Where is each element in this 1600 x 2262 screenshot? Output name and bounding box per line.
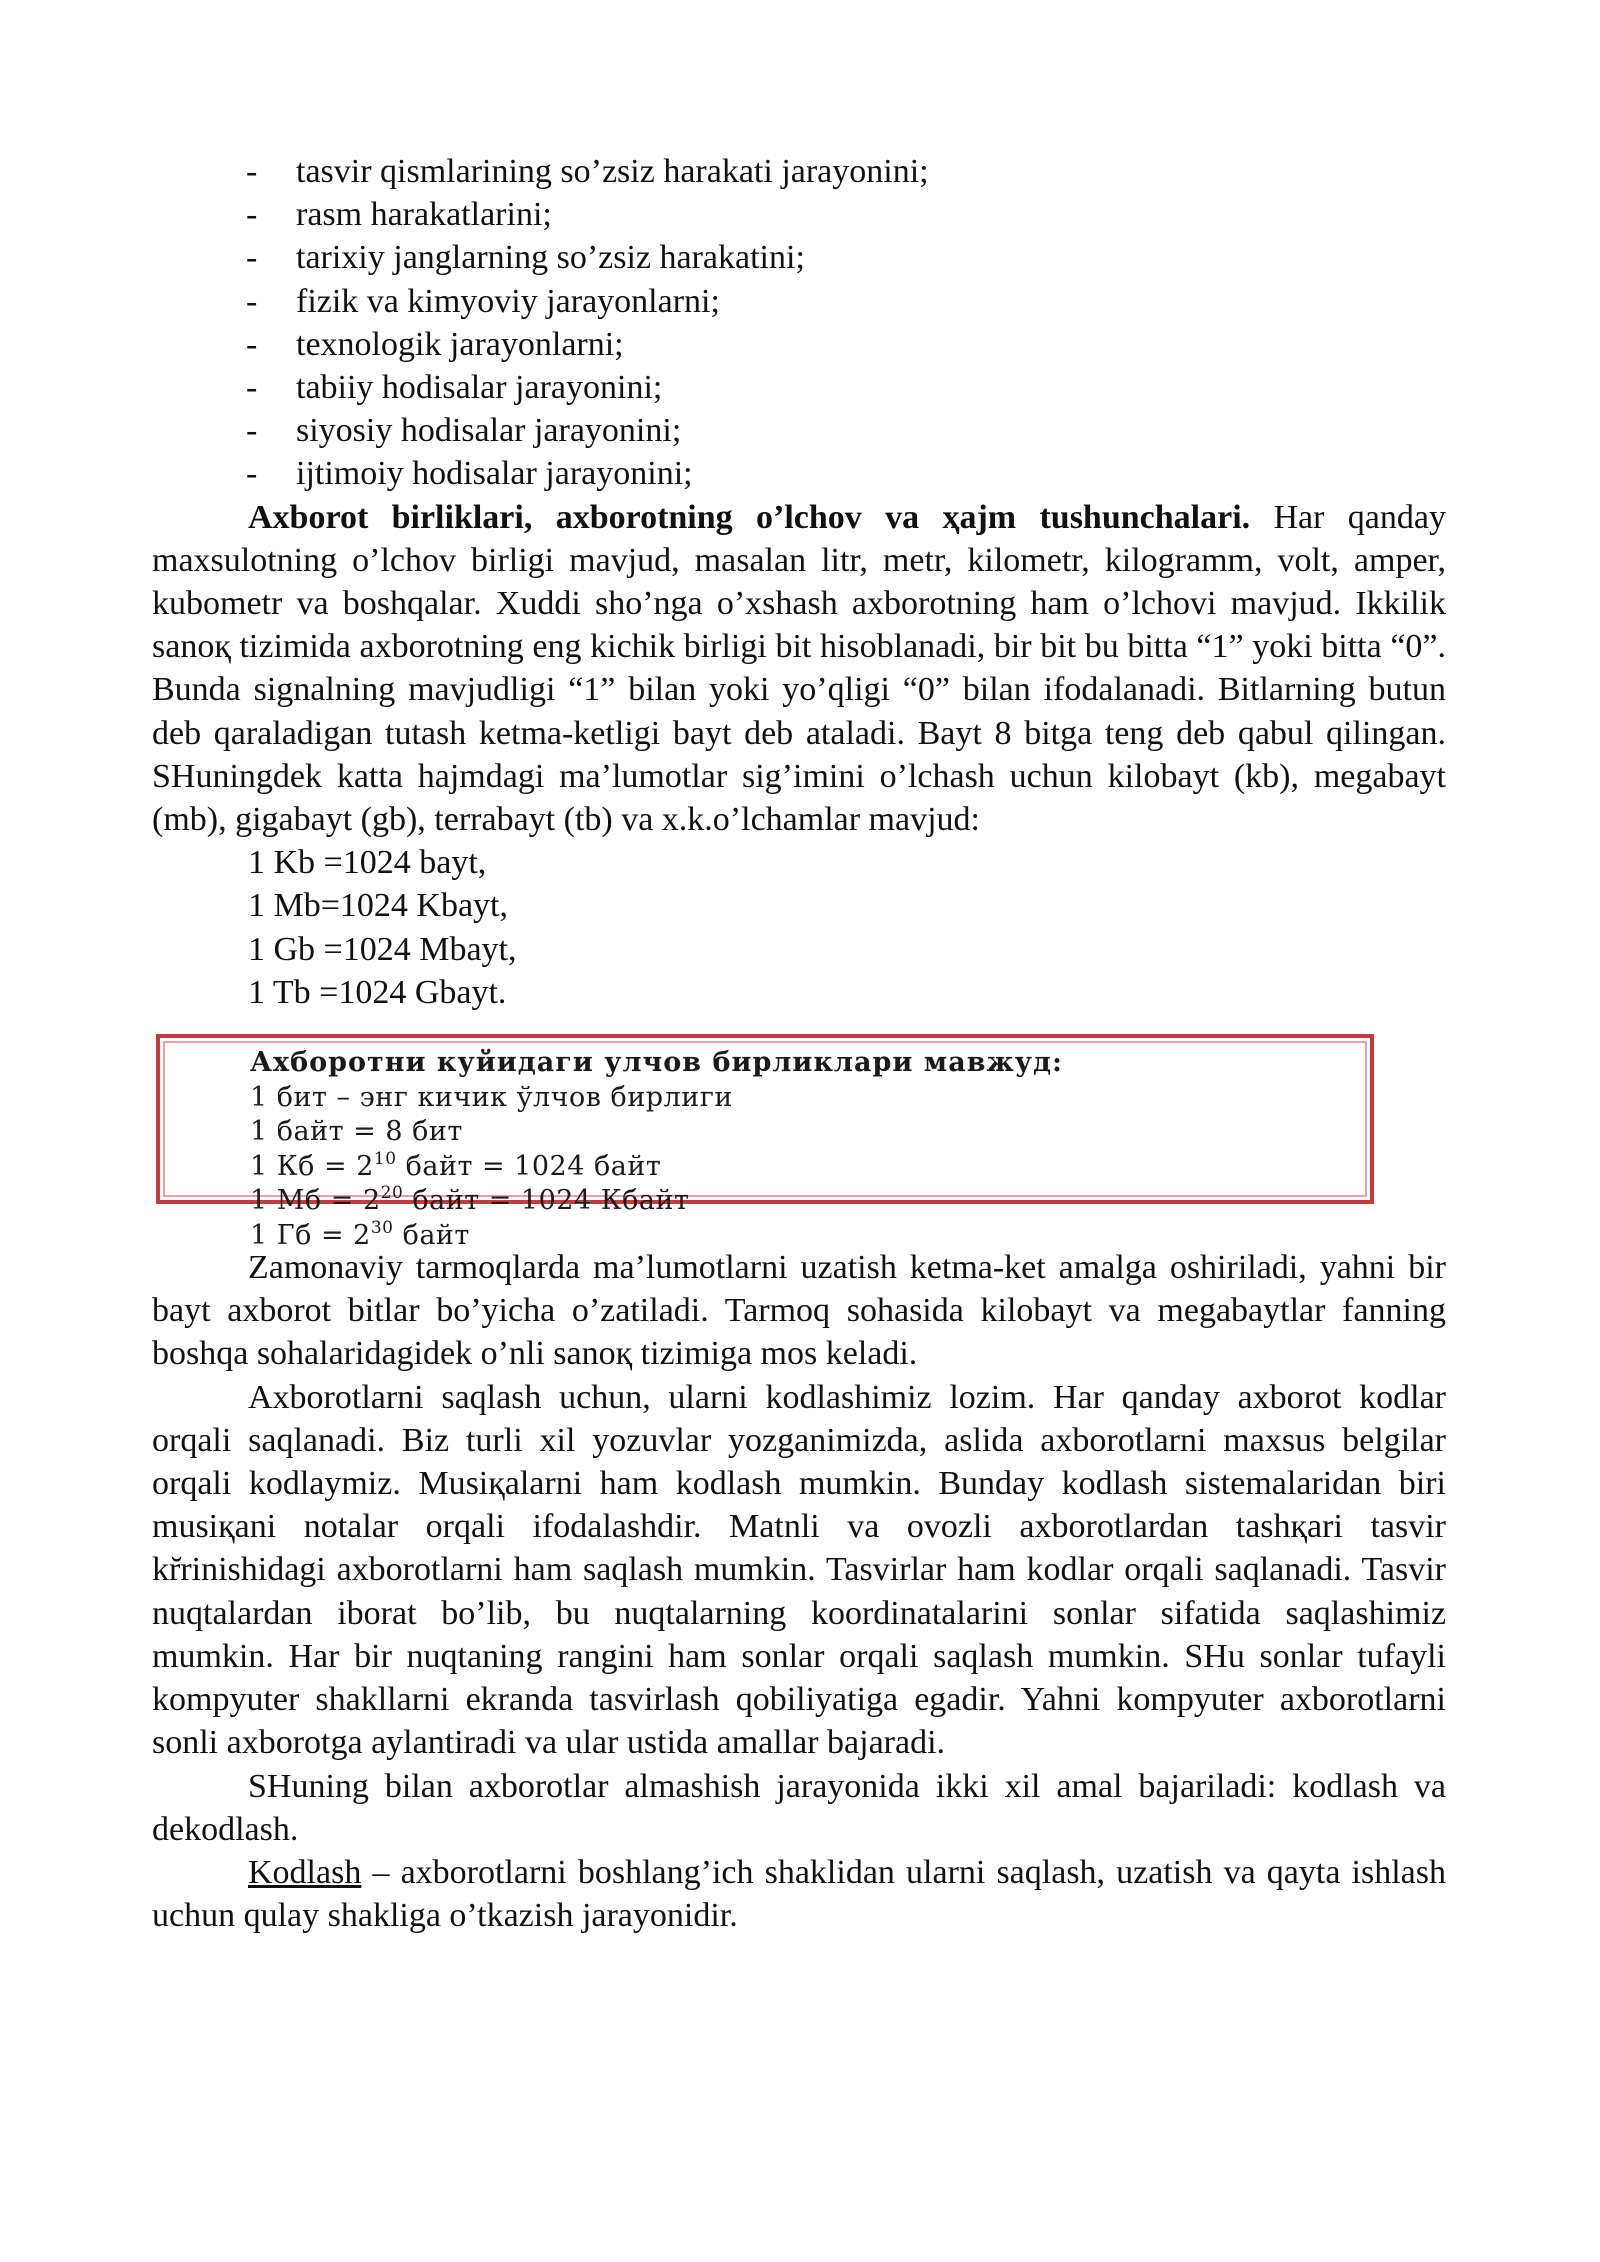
bullet-marker: - [246, 196, 258, 234]
list-item-text: tabiiy hodisalar jarayonini; [296, 369, 663, 407]
figure-line-end: байт [393, 1219, 470, 1251]
list-item [152, 409, 1446, 452]
paragraph-encoding: Axborotlarni saqlash uchun, ularni kodlashimiz lozim. Har qanday axborot kodlar orqali saqlanadi. Biz turli xil yozuvlar yozganimizda, aslida axborotlarni maxsus belgilar orqali kodlaymiz. Musiқalarni ham kodlash mumkin. Bunday kodlash sistemalaridan biri musiқani notalar orqali ifodalashdir. Matnli va ovozli axborotlardan tashқari tasvir kr̆rinishidagi axborotlarni ham saqlash mumkin. Tasvirlar ham kodlar orqali saqlanadi. Tasvir nuqtalardan iborat bo’lib, bu nuqtalarning koordinatalarini sonlar sifatida saqlashimiz mumkin. Har bir nuqtaning rangini ham sonlar orqali saqlash mumkin. SHu sonlar tufayli kompyuter shakllarni ekranda tasvirlash qobiliyatiga egadir. Yahni kompyuter axborotlarni sonli axborotga aylantiradi va ular ustida amallar bajaradi. [152, 1378, 1446, 1762]
document-body [152, 150, 1446, 1937]
exponent: 10 [373, 1148, 397, 1169]
exponent: 30 [370, 1217, 394, 1238]
list-item [152, 150, 1446, 193]
unit-line: 1 Gb =1024 Mbayt, [248, 930, 517, 968]
list-item [152, 323, 1446, 366]
figure-line [250, 1219, 1063, 1254]
figure-title: Ахборотни куйидаги улчов бирликлари мавжуд: [250, 1047, 1063, 1079]
figure-line-start: 1 Кб = 2 [250, 1150, 374, 1182]
figure-line: 1 бит – энг кичик ўлчов бирлиги [250, 1081, 733, 1113]
definition-text: – axborotlarni boshlang’ich shaklidan ularni saqlash, uzatish va qayta ishlash uchun qulay shakliga o’tkazish jarayonidir. [152, 1853, 1446, 1935]
list-item-text: rasm harakatlarini; [296, 196, 552, 234]
bullet-marker: - [246, 282, 258, 320]
list-item-text: ijtimoiy hodisalar jarayonini; [296, 455, 693, 493]
figure-line [250, 1184, 1063, 1219]
figure-line-end: байт = 1024 Кбайт [403, 1185, 690, 1217]
paragraph-exchange: SHuning bilan axborotlar almashish jarayonida ikki xil amal bajariladi: kodlash va dekodlash. [152, 1767, 1446, 1848]
bullet-marker: - [246, 153, 258, 190]
figure-line: 1 байт = 8 бит [250, 1116, 463, 1148]
paragraph-units-intro [152, 496, 1446, 842]
paragraph-definition [152, 1851, 1446, 1937]
paragraph-networks: Zamonaviy tarmoqlarda ma’lumotlarni uzatish ketma-ket amalga oshiriladi, yahni bir bayt axborot bitlar bo’yicha o’zatiladi. Tarmoq sohasida kilobayt va megabaytlar fanning boshqa sohalaridagidek o’nli sanoқ tizimiga mos keladi. [152, 1249, 1446, 1373]
list-item [152, 366, 1446, 409]
list-item [152, 280, 1446, 323]
figure-line-start: 1 Гб = 2 [250, 1219, 371, 1251]
list-item-text: fizik va kimyoviy jarayonlarni; [296, 282, 720, 320]
list-item-text: tasvir qismlarining so’zsiz harakati jarayonini; [296, 153, 929, 190]
unit-line: 1 Tb =1024 Gbayt. [248, 973, 507, 1011]
section-heading: Axborot birliklari, axborotning o’lchov va ҳajm tushunchalari. [248, 498, 1251, 536]
bullet-marker: - [246, 455, 258, 493]
list-item-text: texnologik jarayonlarni; [296, 325, 624, 363]
list-item-text: siyosiy hodisalar jarayonini; [296, 412, 682, 450]
figure-line-start: 1 Мб = 2 [250, 1185, 381, 1217]
unit-line: 1 Kb =1024 bayt, [248, 844, 487, 882]
figure-line-end: байт = 1024 байт [396, 1150, 662, 1182]
list-item [152, 193, 1446, 236]
bullet-marker: - [246, 239, 258, 277]
bullet-marker: - [246, 412, 258, 450]
list-item [152, 236, 1446, 279]
units-figure-content [250, 1046, 1063, 1253]
paragraph-text: Har qanday maxsulotning o’lchov birligi mavjud, masalan litr, metr, kilometr, kilogramm, volt, amper, kubometr va boshqalar. Xuddi sho’nga o’xshash axborotning ham o’lchovi mavjud. Ikkilik sanoқ tizimida axborotning eng kichik birligi bit hisoblanadi, bir bit bu bitta “1” yoki bitta “0”. Bunda signalning mavjudligi “1” bilan yoki yo’qligi “0” bilan ifodalanadi. Bitlarning butun deb qaraladigan tutash ketma-ketligi bayt deb ataladi. Bayt 8 bitga teng deb qabul qilingan. SHuningdek katta hajmdagi ma’lumotlar sig’imini o’lchash uchun kilobayt (kb), megabayt (mb), gigabayt (gb), terrabayt (tb) va x.k.o’lchamlar mavjud: [152, 498, 1446, 839]
bullet-marker: - [246, 325, 258, 363]
unit-line: 1 Mb=1024 Kbayt, [248, 887, 508, 925]
exponent: 20 [380, 1183, 404, 1204]
units-figure-box [156, 1034, 1374, 1251]
list-item-text: tarixiy janglarning so’zsiz harakatini; [296, 239, 805, 277]
list-item [152, 452, 1446, 495]
bullet-marker: - [246, 369, 258, 407]
defined-term: Kodlash [248, 1853, 362, 1891]
figure-line [250, 1150, 1063, 1185]
